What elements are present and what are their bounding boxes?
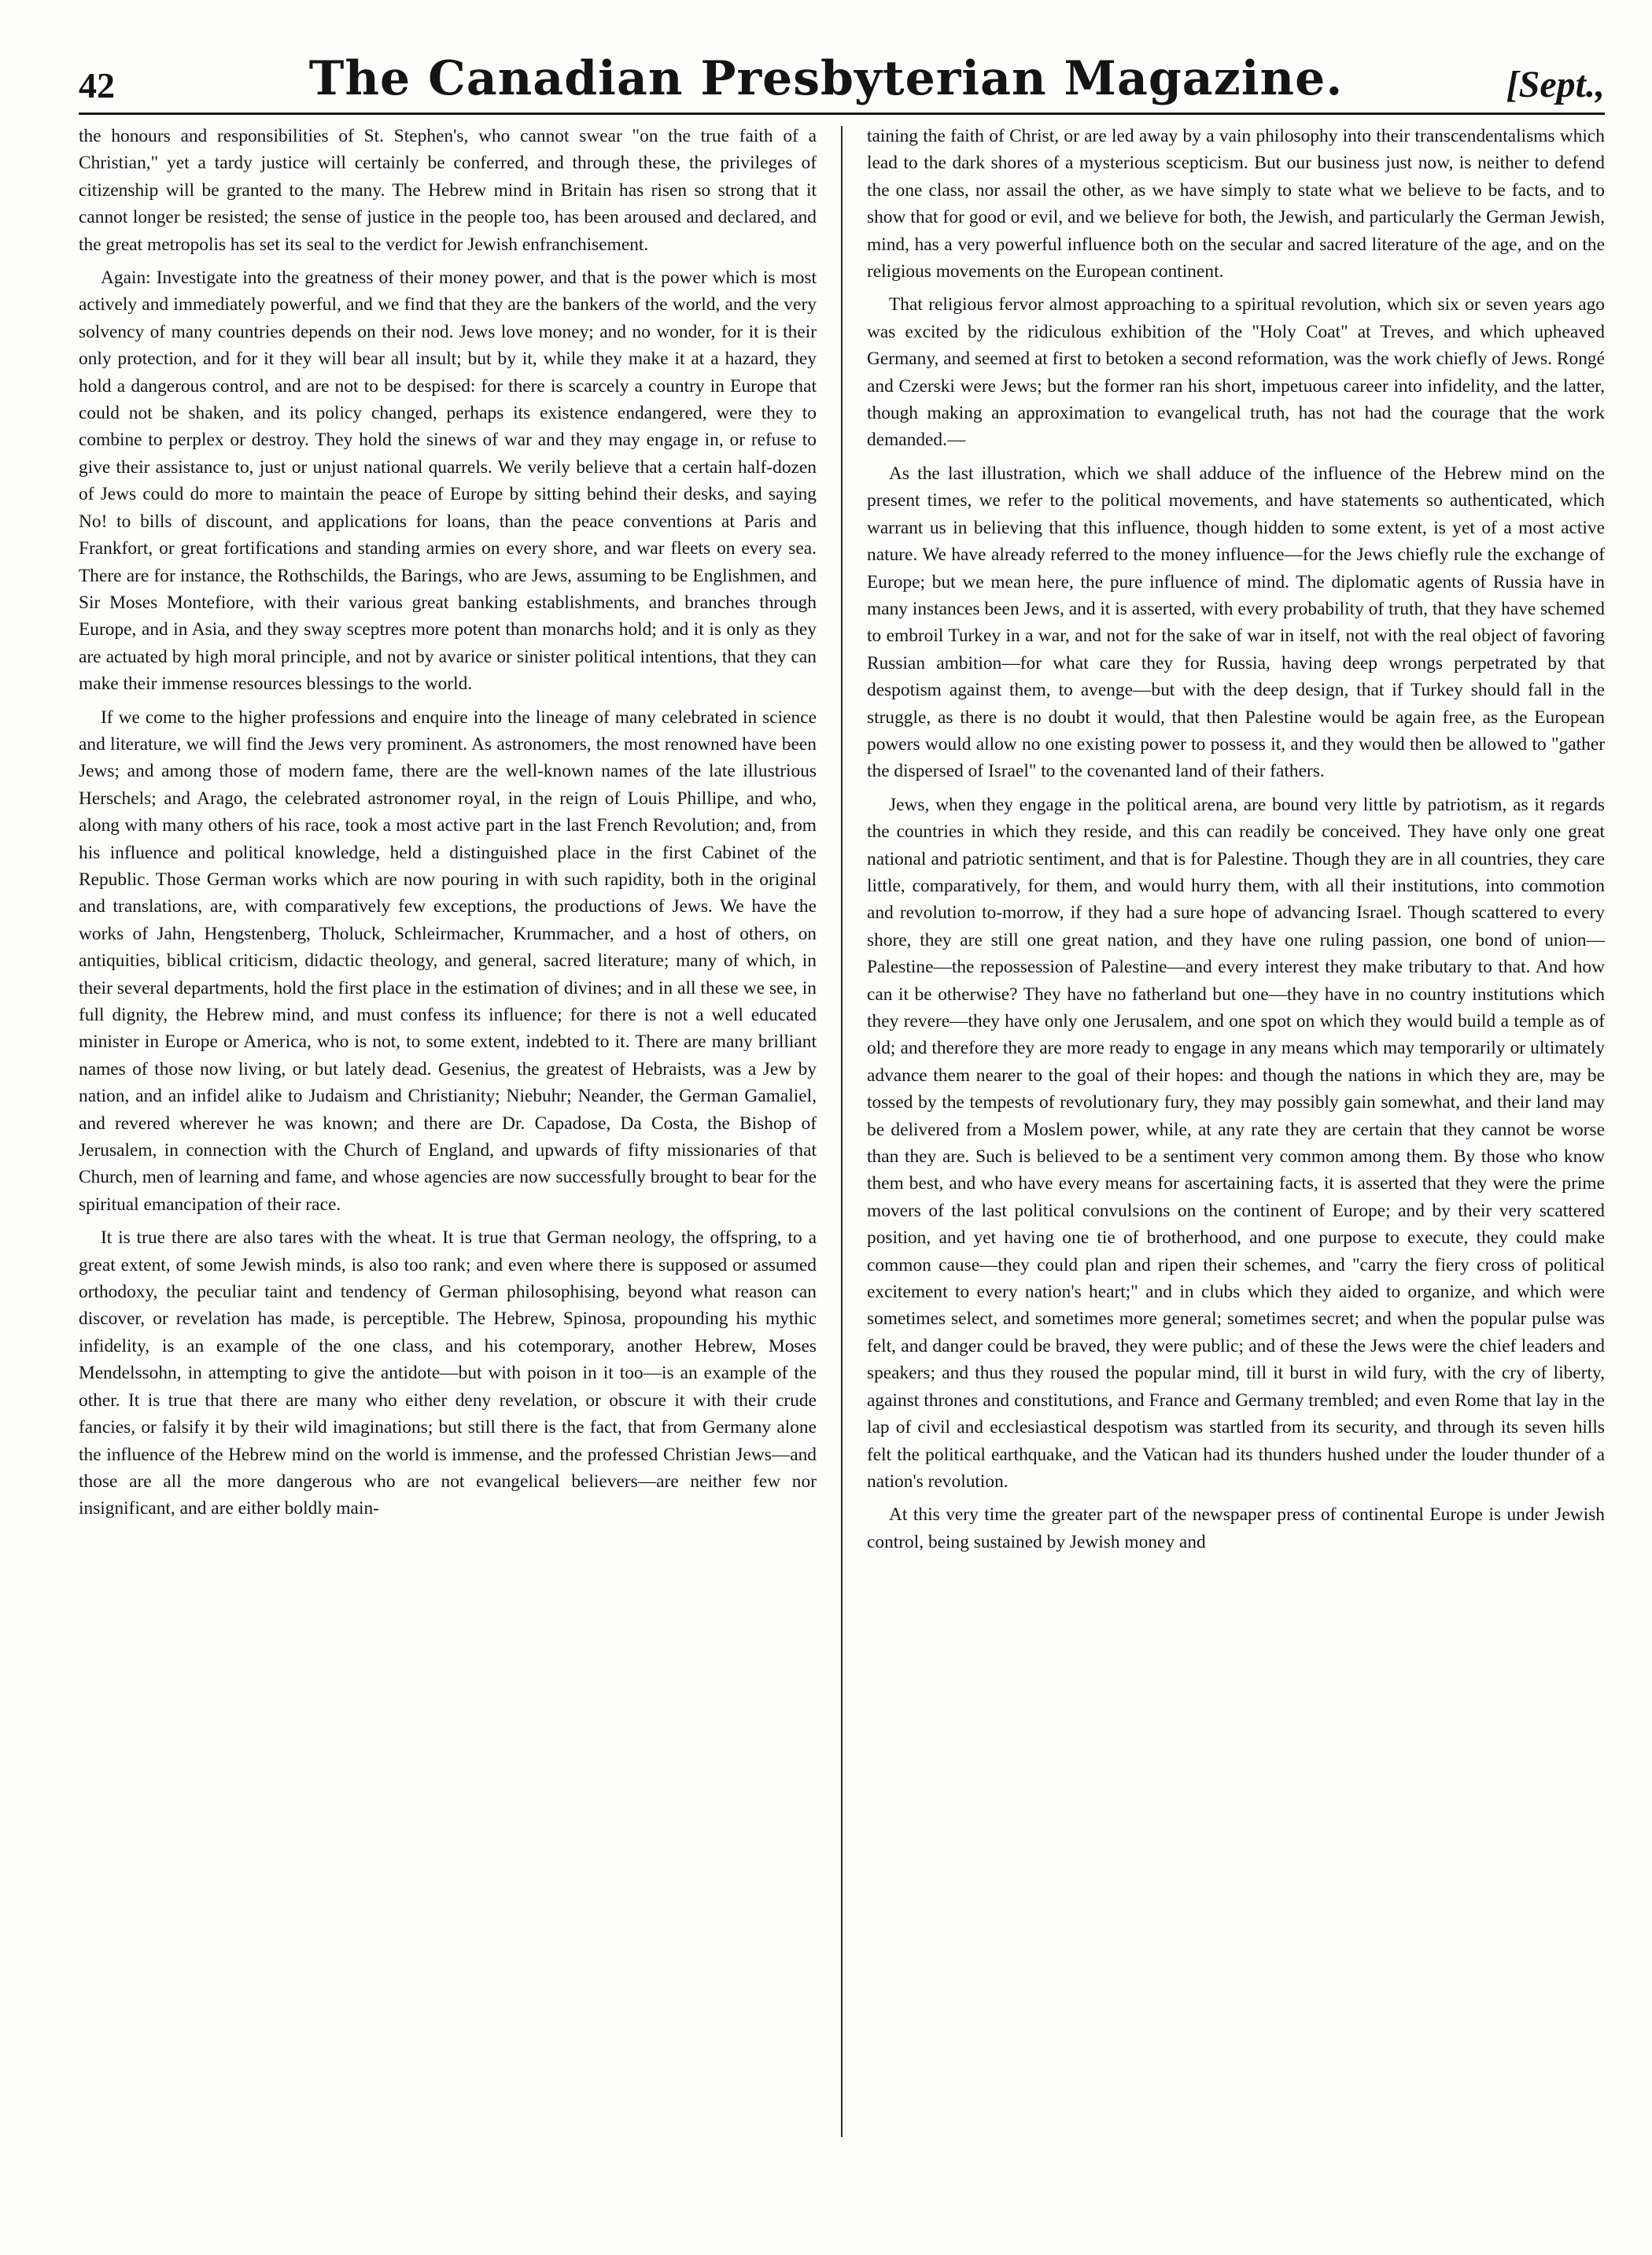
paragraph: That religious fervor almost approaching to a spiritual revolution, which six or seven years ago was excited by the ridiculous exhibition of the "Holy Coat" at Treves, and which upheaved Germany, and seemed at first to betoken a second reformation, was the work chiefly of Jews. Rongé and Czerski were Jews; but the former ran his short, impetuous career into infidelity, and the latter, though making an approximation to evangelical truth, has not had the courage that the work demanded.—: [867, 294, 1605, 451]
paragraph: Jews, when they engage in the political arena, are bound very little by patriotism, as it regards the countries in which they reside, and this can readily be conceived. They have only one great national and patriotic sentiment, and that is for Palestine. Though they are in all countries, they care little, comparatively, for them, and would hurry them, with all their institutions, into commotion and revolution to-morrow, if they had a sure hope of advancing Israel. Though scattered to every shore, they are still one great nation, and they have one ruling passion, one bond of union—Palestine—the repossession of Palestine—and every interest they make tributary to that. And how can it be otherwise? They have no fatherland but one—they have in no country institutions which they revere—they have only one Jerusalem, and one spot on which they would build a temple as of old; and therefore they are more ready to engage in any means which may temporarily or ultimately advance them nearer to the goal of their hopes: and though the nations in which they are, may be tossed by the tempests of revolutionary fury, they may possibly gain somewhat, and their land may be delivered from a Moslem power, while, at any rate they are certain that they cannot be worse than they are. Such is believed to be a sentiment very common among them. By those who know them best, and who have every means for ascertaining facts, it is asserted that they were the prime movers of the last political convulsions on the continent of Europe; and by their very scattered position, and yet having one tie of brotherhood, and one purpose to execute, they could make common cause—they could plan and ripen their schemes, and "carry the fiery cross of political excitement to every nation's heart;" and in clubs which they aided to organize, and which were sometimes select, and sometimes more general; sometimes secret; and when the popular pulse was felt, and danger could be braved, they were public; and of these the Jews were the chief leaders and speakers; and thus they roused the popular mind, till it burst in wild fury, with the cry of liberty, against thrones and constitutions, and France and Germany trembled; and even Rome that lay in the lap of civil and ecclesiastical despotism was startled from its security, and through its seven hills felt the political earthquake, and the Vatican had its thunders hushed under the louder thunder of a nation's revolution.: [867, 794, 1605, 1492]
page-header: [79, 43, 1605, 115]
text-columns: [79, 123, 1605, 2137]
right-column: [867, 123, 1605, 2137]
paragraph: It is true there are also tares with the wheat. It is true that German neology, the offspring, to a great extent, of some Jewish minds, is also too rank; and even where there is supposed or assumed orthodoxy, the peculiar taint and tendency of German philosophising, beyond what reason can discover, or revelation has made, is perceptible. The Hebrew, Spinosa, propounding his mythic infidelity, is an example of the one class, and his cotemporary, another Hebrew, Moses Mendelssohn, in attempting to give the antidote—but with poison in it too—is an example of the other. It is true that there are many who either deny revelation, or obscure it with their crude fancies, or falsify it by their wild imaginations; but still there is the fact, that from Germany alone the influence of the Hebrew mind on the world is immense, and the professed Christian Jews—and those are all the more dangerous who are not evangelical believers—are neither few nor insignificant, and are either boldly main-: [79, 1227, 817, 1519]
paragraph: taining the faith of Christ, or are led away by a vain philosophy into their transcendentalisms which lead to the dark shores of a mysterious scepticism. But our business just now, is neither to defend the one class, nor assail the other, as we have simply to state what we believe to be facts, and to show that for good or evil, and we believe for both, the Jewish, and particularly the German Jewish, mind, has a very powerful influence both on the secular and sacred literature of the age, and on the religious movements on the European continent.: [867, 126, 1605, 282]
paragraph: Again: Investigate into the greatness of their money power, and that is the power which is most actively and immediately powerful, and we find that they are the bankers of the world, and the very solvency of many countries depends on their nod. Jews love money; and no wonder, for it is their only protection, and for it they will bear all insult; but by it, while they make it at a hazard, they hold a dangerous control, and are not to be despised: for there is scarcely a country in Europe that could not be shaken, and its policy changed, perhaps its existence endangered, were they to combine to perplex or destroy. They hold the sinews of war and they may engage in, or refuse to give their assistance to, just or unjust national quarrels. We verily believe that a certain half-dozen of Jews could do more to maintain the peace of Europe by sitting behind their desks, and saying No! to bills of discount, and applications for loans, than the peace conventions at Paris and Frankfort, or great fortifications and standing armies on every shore, and war fleets on every sea. There are for instance, the Rothschilds, the Barings, who are Jews, assuming to be Englishmen, and Sir Moses Montefiore, with their various great banking establishments, and branches through Europe, and in Asia, and they sway sceptres more potent than monarchs hold; and it is only as they are actuated by high moral principle, and not by avarice or sinister political intentions, that they can make their immense resources blessings to the world.: [79, 268, 817, 695]
column-divider: [841, 126, 843, 2137]
magazine-page: [79, 43, 1605, 2160]
masthead-title: The Canadian Presbyterian Magazine.: [308, 51, 1344, 106]
paragraph: If we come to the higher professions and enquire into the lineage of many celebrated in science and literature, we will find the Jews very prominent. As astronomers, the most renowned have been Jews; and among those of modern fame, there are the well-known names of the late illustrious Herschels; and Arago, the celebrated astronomer royal, in the reign of Louis Phillipe, and who, along with many others of his race, took a most active part in the last French Revolution; and, from his influence and political knowledge, held a distinguished place in the first Cabinet of the Republic. Those German works which are now pouring in with such rapidity, both in the original and translations, are, with comparatively few exceptions, the productions of Jews. We have the works of Jahn, Hengstenberg, Tholuck, Schleirmacher, Krummacher, and a host of others, on antiquities, biblical criticism, didactic theology, and general, sacred literature; many of which, in their several departments, hold the first place in the estimation of divines; and in all these we see, in full dignity, the Hebrew mind, and must confess its influence; for there is not a well educated minister in Europe or America, who is not, to some extent, indebted to it. There are many brilliant names of those now living, or but lately dead. Gesenius, the greatest of Hebraists, was a Jew by nation, and an infidel alike to Judaism and Christianity; Niebuhr; Neander, the German Gamaliel, and revered wherever he was known; and there are Dr. Capadose, Da Costa, the Bishop of Jerusalem, in connection with the Church of England, and upwards of fifty missionaries of that Church, men of learning and fame, and whose agencies are now successfully brought to bear for the spiritual emancipation of their race.: [79, 707, 817, 1215]
left-column: [79, 123, 817, 2137]
issue-month: [Sept.,: [1506, 64, 1605, 105]
paragraph: At this very time the greater part of the newspaper press of continental Europe is under Jewish control, being sustained by Jewish money and: [867, 1504, 1605, 1552]
paragraph: the honours and responsibilities of St. Stephen's, who cannot swear "on the true faith of a Christian," yet a tardy justice will certainly be conferred, and through these, the privileges of citizenship will be granted to the many. The Hebrew mind in Britain has risen so strong that it cannot longer be resisted; the sense of justice in the people too, has been aroused and declared, and the great metropolis has set its seal to the verdict for Jewish enfranchisement.: [79, 126, 817, 255]
paragraph: As the last illustration, which we shall adduce of the influence of the Hebrew mind on the present times, we refer to the political movements, and have statements so authenticated, which warrant us in believing that this influence, though hidden to some extent, is yet of a most active nature. We have already referred to the money influence—for the Jews chiefly rule the exchange of Europe; but we mean here, the pure influence of mind. The diplomatic agents of Russia have in many instances been Jews, and it is asserted, with every probability of truth, that they have schemed to embroil Turkey in a war, and not for the sake of war in itself, not with the real object of favoring Russian ambition—for what care they for Russia, having deep wrongs perpetrated by that despotism against them, to avenge—but with the deep design, that if Turkey should fall in the struggle, as there is no doubt it would, that then Palestine would be again free, as the European powers would allow no one existing power to possess it, and they would then be allowed to "gather the dispersed of Israel" to the covenanted land of their fathers.: [867, 463, 1605, 782]
page-number: 42: [79, 65, 115, 105]
